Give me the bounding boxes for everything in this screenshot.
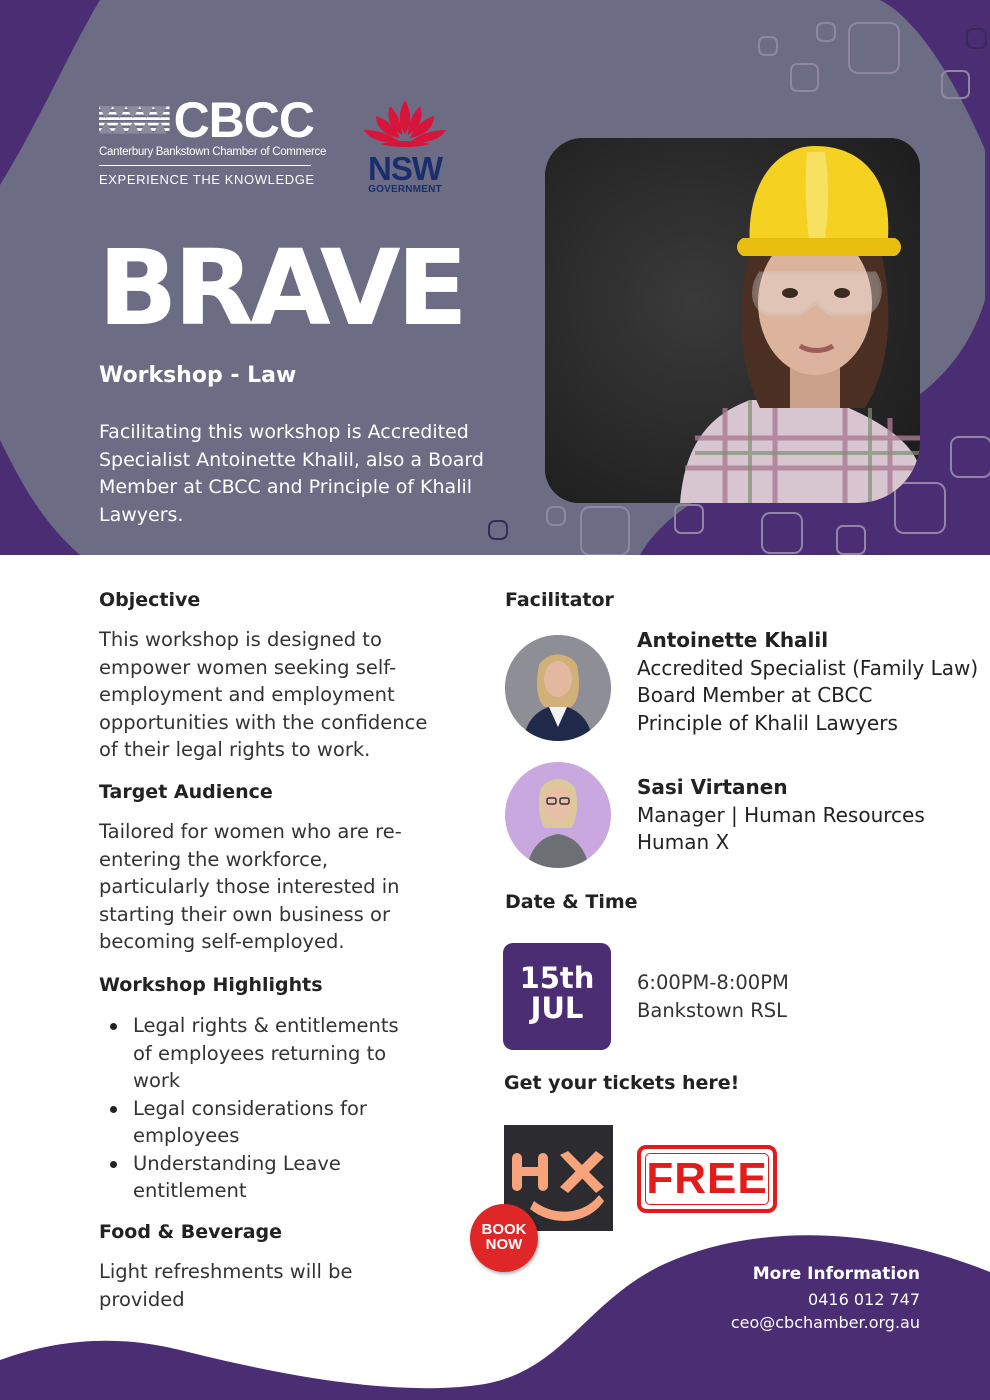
contact-email[interactable]: ceo@cbchamber.org.au — [730, 1313, 920, 1332]
list-item — [99, 1150, 399, 1205]
decor-square — [941, 70, 970, 99]
decor-square — [816, 22, 836, 42]
decor-square — [790, 63, 819, 92]
decor-square — [758, 36, 778, 56]
highlights-heading: Workshop Highlights — [99, 974, 323, 996]
date-badge — [503, 943, 611, 1050]
facilitator-role: Manager | Human Resources — [637, 802, 925, 827]
contact-phone[interactable]: 0416 012 747 — [808, 1290, 920, 1309]
objective-heading: Objective — [99, 589, 201, 611]
hero-photo — [545, 138, 920, 503]
hero-description: Facilitating this workshop is Accredited Specialist Antoinette Khalil, also a Board Member at CBCC and Principle of Khalil Lawyers. — [99, 421, 484, 526]
facilitator-role: Principle of Khalil Lawyers — [637, 710, 898, 735]
decor-square — [546, 506, 566, 526]
brave-logo — [98, 238, 468, 328]
facilitator-role: Board Member at CBCC — [637, 683, 873, 707]
date-month: JUL — [530, 991, 584, 1025]
book-now-line: NOW — [485, 1236, 523, 1253]
avatar-antoinette — [505, 635, 611, 741]
person-photo — [505, 635, 611, 741]
bullet-icon — [110, 1023, 117, 1030]
contact-heading: More Information — [752, 1264, 920, 1284]
decor-square — [848, 22, 900, 74]
decor-square — [950, 436, 990, 478]
target-audience-text: Tailored for women who are re-entering the workforce, particularly those interested in starting their own business or becoming self-employed. — [99, 820, 402, 953]
decor-square — [836, 525, 866, 555]
decor-square — [580, 506, 630, 555]
list-item — [99, 1095, 399, 1150]
date-day: 15th — [519, 961, 595, 995]
price-label: FREE — [646, 1154, 768, 1203]
woman-hard-hat-image — [545, 138, 920, 503]
date-time-heading: Date & Time — [505, 891, 638, 913]
food-heading: Food & Beverage — [99, 1221, 283, 1243]
decor-square — [674, 504, 704, 534]
divider — [99, 165, 311, 166]
highlight-text: Understanding Leave entitlement — [133, 1151, 341, 1202]
facilitator-role: Human X — [637, 830, 730, 854]
workshop-subtitle: Workshop - Law — [99, 363, 297, 388]
target-audience-heading: Target Audience — [99, 781, 273, 803]
decor-square — [761, 512, 803, 554]
cbcc-tagline: EXPERIENCE THE KNOWLEDGE — [99, 172, 315, 187]
nsw-wordmark: NSW — [368, 150, 442, 187]
cbcc-logo — [99, 92, 327, 187]
list-item — [99, 1012, 399, 1095]
cbcc-full-name: Canterbury Bankstown Chamber of Commerce — [99, 146, 327, 158]
event-venue: Bankstown RSL — [637, 999, 788, 1022]
nsw-government-logo — [360, 98, 450, 195]
tickets-heading: Get your tickets here! — [504, 1072, 740, 1094]
food-text: Light refreshments will be provided — [99, 1260, 353, 1311]
avatar-sasi — [505, 762, 611, 868]
svg-text:BRAVE: BRAVE — [98, 238, 464, 328]
decor-square — [966, 28, 987, 49]
objective-text: This workshop is designed to empower women seeking self-employment and employment opportunities with the confidence of their legal rights to work. — [99, 628, 428, 761]
facilitator-name: Antoinette Khalil — [637, 628, 829, 652]
hero-banner — [0, 0, 990, 555]
book-now-line: BOOK — [481, 1221, 527, 1238]
free-stamp — [637, 1145, 777, 1213]
nsw-government-label: GOVERNMENT — [368, 184, 442, 195]
waratah-flower-icon — [360, 98, 450, 150]
free-stamp-border — [645, 1153, 769, 1205]
time-venue — [637, 969, 789, 1025]
highlight-text: Legal rights & entitlements of employees returning to work — [133, 1014, 399, 1092]
event-time: 6:00PM-8:00PM — [637, 971, 789, 994]
contact-info — [731, 1264, 920, 1334]
cbcc-wordmark: CBCC — [173, 92, 314, 148]
cbcc-pattern-icon — [99, 98, 170, 142]
bullet-icon — [110, 1161, 117, 1168]
facilitator-name: Sasi Virtanen — [637, 775, 788, 799]
decor-square — [488, 520, 508, 540]
bullet-icon — [110, 1106, 117, 1113]
facilitator-heading: Facilitator — [505, 589, 614, 611]
highlights-list — [99, 1012, 399, 1205]
highlight-text: Legal considerations for employees — [133, 1096, 367, 1147]
facilitator-sasi — [637, 774, 925, 857]
person-photo — [505, 762, 611, 868]
facilitator-role: Accredited Specialist (Family Law) — [637, 655, 979, 680]
facilitator-antoinette — [637, 627, 978, 737]
